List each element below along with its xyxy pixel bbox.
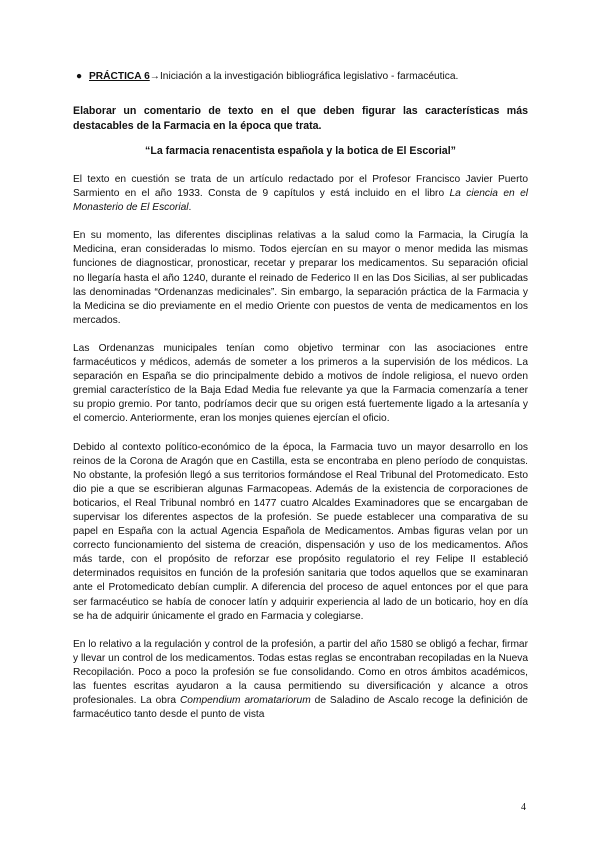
paragraph-4-end: de Saladino de Ascalo recoge la definición de farmacéutico tanto desde el punto de vista <box>73 695 528 721</box>
body-paragraph-4 <box>73 638 528 723</box>
body-paragraph-3: Debido al contexto político-económico de la época, la Farmacia tuvo un mayor desarrollo en los reinos de la Corona de Aragón que en Castilla, esta se encontraba en pleno período de conquistas. No obstante, la profesión llegó a sus territorios formándose el Real Tribunal del Protomedicato. Esto dio pie a que se escribieran algunas Farmacopeas. Además de la existencia de corporaciones de boticarios, el Real Tribunal nombró en 1477 cuatro Alcaldes Examinadores que se encargaban de supervisar los diferentes aspectos de la profesión. Se puede establecer una comparativa de su papel en España con la actual Agencia Española de Medicamentos. Ambas figuras velan por un correcto funcionamiento del sistema de creación, dispensación y uso de los medicamentos. Años más tarde, con el propósito de reforzar ese propósito regulatorio el rey Felipe II estableció determinados requisitos en función de la profesión sanitaria que todos aquellos que se examinaran ante el Protomedicato debían cumplir. A diferencia del proceso de aquel entonces por el que para ser farmacéutico se había de conocer latín y adquirir experiencia al lado de un boticario, hoy en día se ha de adquirir únicamente el grado en Farmacia y colegiarse. <box>73 441 528 622</box>
intro-paragraph <box>73 173 528 215</box>
bullet-icon: ● <box>76 71 83 82</box>
practice-header <box>73 70 528 84</box>
practice-label: PRÁCTICA 6 <box>89 71 150 82</box>
intro-book-title: La ciencia en el Monasterio de El Escorial <box>73 188 528 214</box>
arrow-icon: → <box>149 71 160 82</box>
body-paragraph-2: Las Ordenanzas municipales tenían como objetivo terminar con las asociaciones entre farmacéuticos y médicos, además de someter a los primeros a la supervisión de los médicos. La separación en España se dio principalmente debido a motivos de índole religiosa, el nuevo orden gremial característico de la Baja Edad Media fue relevante ya que la Farmacia comenzaría a tener su propio gremio. Por tanto, podríamos decir que su origen está fuertemente ligado a la artesanía y el comercio. Anteriormente, eran los monjes quienes ejercían el oficio. <box>73 342 528 425</box>
document-body <box>73 70 528 736</box>
paragraph-4-book-title: Compendium aromatariorum <box>179 695 311 707</box>
paragraph-4-text: En lo relativo a la regulación y control de la profesión, a partir del año 1580 se obligó a fechar, firmar y llevar un control de los medicamentos. Todas estas reglas se encontraban recopiladas en la Nueva Recopilación. Poco a poco la profesión se fue consolidando. Como en otros ámbitos académicos, las fuentes escritas ayudaron a la causa permitiendo su diversificación y alcance a otros profesionales. La obra <box>73 638 528 707</box>
intro-text: El texto en cuestión se trata de un artículo redactado por el Profesor Francisco Javier Puerto Sarmiento en el año 1933. Consta de 9 capítulos y está incluido en el libro <box>73 174 528 200</box>
body-paragraph-1: En su momento, las diferentes disciplinas relativas a la salud como la Farmacia, la Cirugía la Medicina, eran consideradas lo mismo. Todos ejercían en su mayor o menor medida las mismas funciones de diagnosticar, pronosticar, recetar y preparar los medicamentos. Su separación oficial no llegaría hasta el año 1240, durante el reinado de Federico II en las Dos Sicilias, al ser publicadas las denominadas “Ordenanzas medicinales”. Sin embargo, la separación práctica de la Farmacia y la Medicina se dio previamente en el medio Oriente con puestos de venta de medicamentos en los mercados. <box>73 230 528 326</box>
page-number: 4 <box>521 802 526 813</box>
intro-end: . <box>188 202 192 214</box>
assignment-instruction: Elaborar un comentario de texto en el que deben figurar las características más destacables de la Farmacia en la época que trata. <box>73 105 528 132</box>
article-title: “La farmacia renacentista española y la botica de El Escorial” <box>145 145 456 157</box>
practice-description: Iniciación a la investigación bibliográfica legislativo - farmacéutica. <box>159 71 459 82</box>
